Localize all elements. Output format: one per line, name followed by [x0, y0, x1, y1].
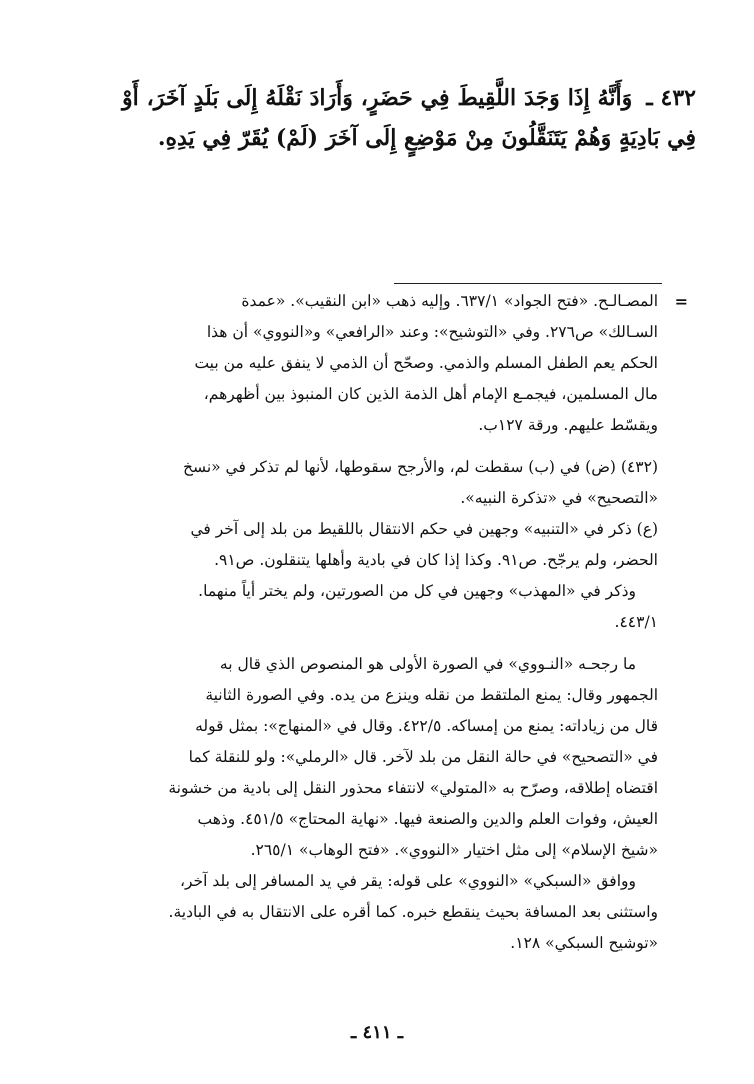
- page-number: ـ ٤١١ ـ: [350, 1022, 404, 1043]
- footnote-line: (٤٣٢) (ض) في (ب) سقطت لم، والأرجح سقوطها، لأنها لم تذكر في «نسخ: [182, 458, 658, 476]
- footnote-line: واستثنى بعد المسافة بحيث ينقطع خبره. كما أقره على الانتقال به في البادية.: [168, 903, 658, 921]
- footnote-line: اقتضاه إطلاقه، وصرّح به «المتولي» لانتفاء محذور النقل إلى بادية من خشونة: [168, 779, 658, 797]
- footnote-line: العيش، وفوات العلم والدين والصنعة فيها. «نهاية المحتاج» ٤٥١/٥. وذهب: [197, 810, 658, 828]
- footnote-line: ما رجحـه «النـووي» في الصورة الأولى هو المنصوص الذي قال به: [219, 655, 636, 673]
- footnote-line: المصـالـح. «فتح الجواد» ٦٣٧/١. وإليه ذهب «ابن النقيب». «عمدة: [241, 292, 658, 310]
- footnote-line: «التصحيح» في «تذكرة النبيه».: [460, 489, 658, 507]
- footnote-separator: [394, 283, 662, 284]
- footnote-line: «شيخ الإسلام» إلى مثل اختيار «النووي». «فتح الوهاب» ٢٦٥/١.: [250, 841, 658, 859]
- footnote-line: الحكم يعم الطفل المسلم والذمي. وصحّح أن الذمي لا ينفق عليه من بيت: [194, 354, 658, 372]
- footnote-line: قال من زياداته: يمنع من إمساكه. ٤٢٢/٥. وقال في «المنهاج»: بمثل قوله: [195, 717, 658, 735]
- footnote-432: [126, 452, 658, 638]
- footnotes: [126, 286, 688, 959]
- footnote-line: ووافق «السبكي» «النووي» على قوله: يقر في يد المسافر إلى بلد آخر،: [179, 872, 636, 890]
- continuation-mark: =: [674, 292, 688, 311]
- main-text: [122, 78, 696, 158]
- footnote-line: الحضر، ولم يرجّح. ص٩١. وكذا إذا كان في بادية وأهلها يتنقلون. ص٩١.: [214, 551, 658, 569]
- footnote-commentary: [126, 649, 658, 959]
- footnote-line: الجمهور وقال: يمنع الملتقط من نقله وينزع من يده. وفي الصورة الثانية: [205, 686, 658, 704]
- footnote-line: وذكر في «المهذب» وجهين في كل من الصورتين، ولم يختر أياً منهما.: [198, 582, 636, 600]
- footnote-line: مال المسلمين، فيجمـع الإمام أهل الذمة الذين كان المنبوذ بين أظهرهم،: [203, 385, 658, 403]
- main-text-number: ٤٣٢ ـ: [646, 85, 696, 111]
- footnote-line: ٤٤٣/١.: [614, 613, 658, 631]
- footnote-line: السـالك» ص٢٧٦. وفي «التوشيح»: وعند «الرافعي» و«النووي» أن هذا: [206, 323, 658, 341]
- footnote-line: «توشيح السبكي» ١٢٨.: [510, 934, 658, 952]
- footnote-line: ويقسّط عليهم. ورقة ١٢٧ب.: [478, 416, 658, 434]
- footnote-continued: [126, 286, 688, 441]
- footnote-line: (ع) ذكر في «التنبيه» وجهين في حكم الانتقال باللقيط من بلد إلى آخر في: [190, 520, 658, 538]
- main-text-body: وَأَنَّهُ إِذَا وَجَدَ اللَّقِيطَ فِي حَضَرٍ، وَأَرَادَ نَقْلَهُ إِلَى بَلَدٍ آخَرَ، أَوْ فِي بَادِيَةٍ وَهُمْ يَتَنَقَّلُونَ مِنْ مَوْضِعٍ إِلَى آخَرَ (لَمْ) يُقَرّ فِي يَدِهِ.: [122, 85, 696, 151]
- footnote-line: في «التصحيح» في حالة النقل من بلد لآخر. قال «الرملي»: ولو للنقلة كما: [188, 748, 658, 766]
